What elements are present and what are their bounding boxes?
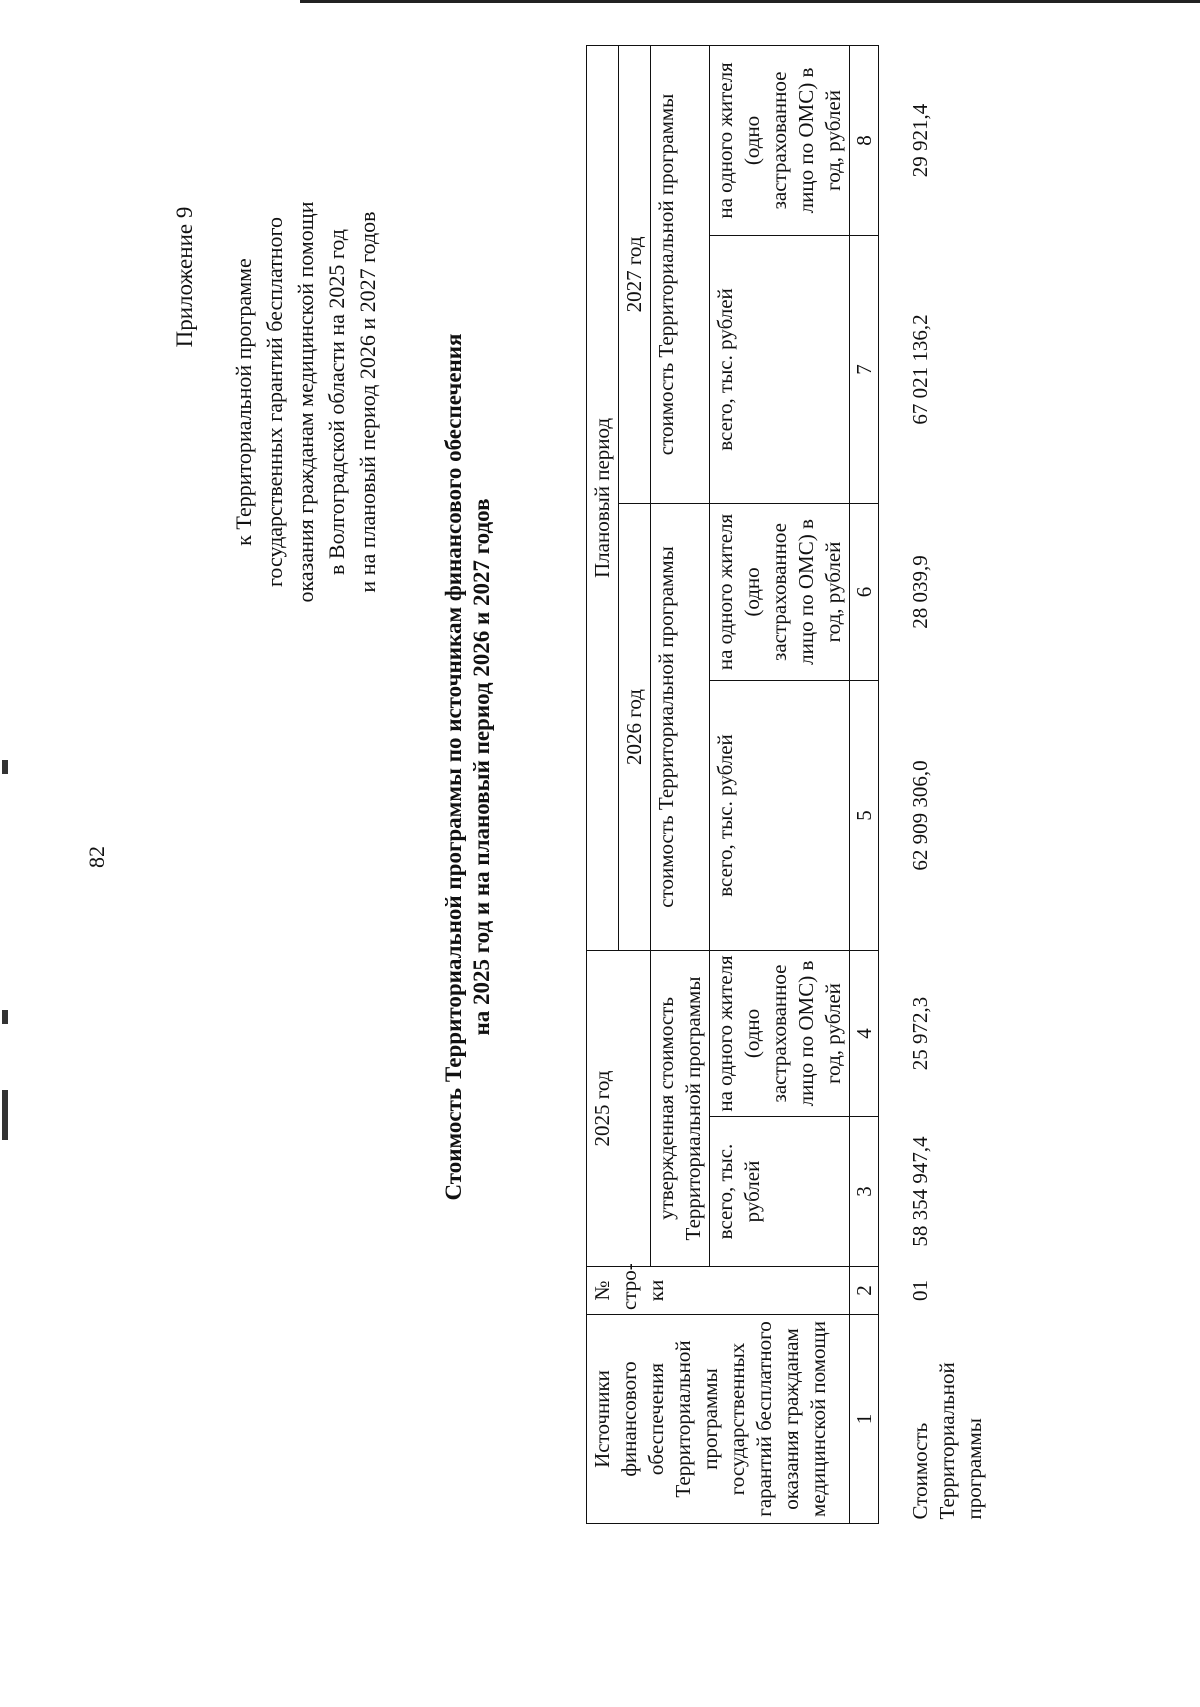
appendix-line: в Волгоградской области на 2025 год xyxy=(324,229,349,575)
header-program-cost-2026: стоимость Территориальной программы xyxy=(651,503,710,950)
column-number: 3 xyxy=(850,1117,879,1267)
document-title-line: Стоимость Территориальной программы по источникам финансового обеспечения xyxy=(441,333,466,1201)
header-source: Источники финансового обеспечения Территориальной программы государственных гарантий бесплатного оказания гражданам медицинской помощи xyxy=(587,1315,850,1524)
column-number: 5 xyxy=(850,680,879,950)
cost-table xyxy=(586,45,990,1524)
row-total-2025: 58 354 947,4 xyxy=(908,1136,932,1247)
appendix-line: и на плановый период 2026 и 2027 годов xyxy=(355,211,380,593)
row-per-capita-2026: 28 039,9 xyxy=(908,555,932,629)
appendix-title: Приложение 9 xyxy=(172,206,197,348)
row-total-2027: 67 021 136,2 xyxy=(908,314,932,425)
header-total-2026: всего, тыс. рублей xyxy=(710,680,850,950)
column-number: 6 xyxy=(850,503,879,680)
row-total-2026: 62 909 306,0 xyxy=(908,760,932,871)
row-per-capita-2025: 25 972,3 xyxy=(908,996,932,1071)
header-year-2025: 2025 год xyxy=(587,950,651,1266)
header-total-2027: всего, тыс. рублей xyxy=(710,235,850,503)
header-per-capita-2026: на одного жителя (одно застрахованное лицо по ОМС) в год, рублей xyxy=(710,503,850,680)
header-program-cost-2027: стоимость Территориальной программы xyxy=(651,45,710,503)
column-number: 4 xyxy=(850,950,879,1116)
header-per-capita-2027: на одного жителя (одно застрахованное лицо по ОМС) в год, рублей xyxy=(710,45,850,235)
header-total-2025: всего, тыс. рублей xyxy=(710,1117,850,1267)
header-approved-cost: утвержденная стоимость Территориальной программы xyxy=(651,950,710,1266)
row-per-capita-2027: 29 921,4 xyxy=(908,103,932,178)
column-number: 7 xyxy=(850,235,879,503)
column-number: 2 xyxy=(850,1267,879,1315)
row-number: 01 xyxy=(908,1280,932,1301)
column-number: 1 xyxy=(850,1315,879,1524)
header-year-2027: 2027 год xyxy=(619,45,651,503)
header-year-2026: 2026 год xyxy=(619,503,651,950)
document-title xyxy=(440,267,496,1267)
header-row-number: № стро-ки xyxy=(587,1267,850,1315)
document-title-line: на 2025 год и на плановый период 2026 и 2027 годов xyxy=(469,498,494,1036)
appendix-line: государственных гарантий бесплатного xyxy=(262,216,287,588)
header-per-capita-2025: на одного жителя (одно застрахованное лицо по ОМС) в год, рублей xyxy=(710,950,850,1116)
appendix-line: к Территориальной программе xyxy=(231,258,256,546)
table-row xyxy=(879,45,991,1523)
row-source: Стоимость Территориальной программы xyxy=(908,1362,986,1520)
header-planned-period: Плановый период xyxy=(587,45,619,950)
page-number: 82 xyxy=(84,846,109,868)
appendix-line: оказания гражданам медицинской помощи xyxy=(293,201,318,603)
appendix-caption xyxy=(228,97,383,707)
column-number: 8 xyxy=(850,45,879,235)
